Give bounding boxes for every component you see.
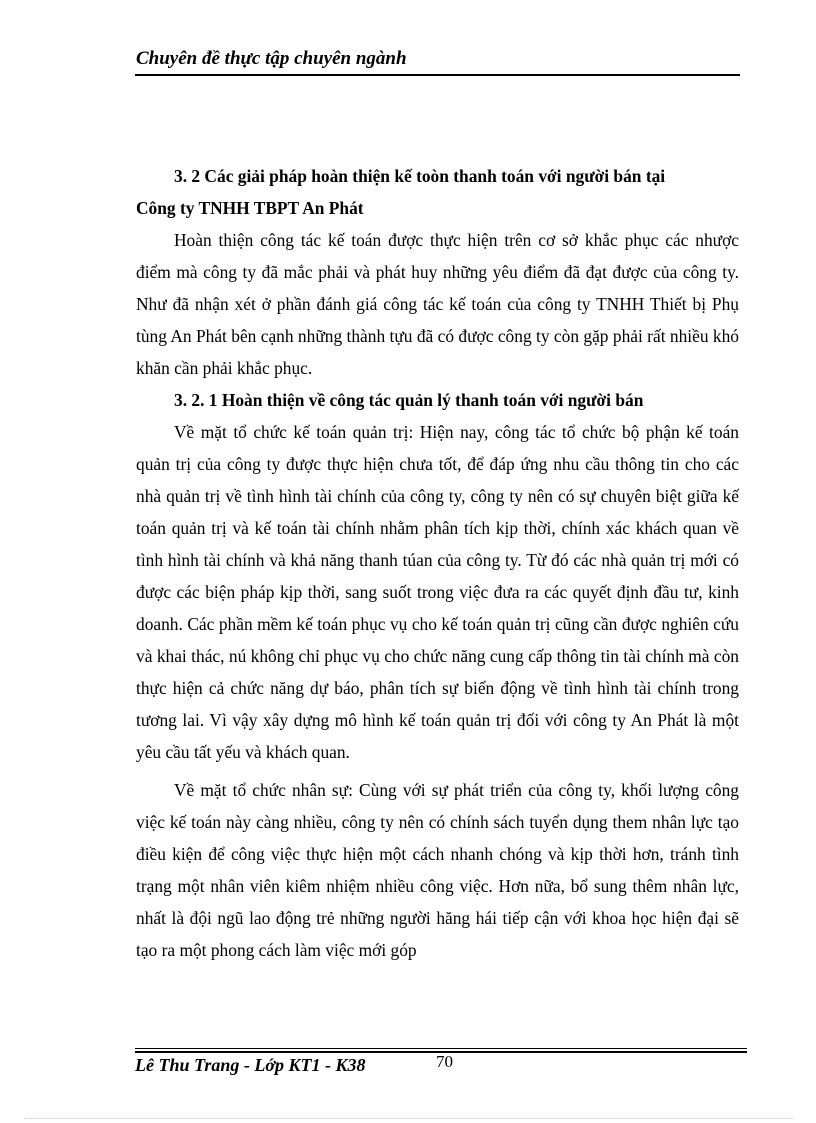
footer-author: Lê Thu Trang - Lớp KT1 - K38 <box>135 1055 366 1075</box>
footer-divider-thin <box>135 1048 747 1049</box>
document-body <box>136 160 739 966</box>
page-number: 70 <box>436 1052 453 1071</box>
section-heading-3-2-line2: Công ty TNHH TBPT An Phát <box>136 198 364 218</box>
page-bottom-dotted-border <box>24 1118 794 1119</box>
page-header-title: Chuyên đề thực tập chuyên ngành <box>136 48 407 69</box>
section-heading-3-2-1: 3. 2. 1 Hoàn thiện về công tác quản lý thanh toán với người bán <box>174 390 644 410</box>
section-heading-3-2-line1: 3. 2 Các giải pháp hoàn thiện kế toòn thanh toán với người bán tại <box>174 166 666 186</box>
section-heading-3-2 <box>136 160 739 224</box>
paragraph-accounting-management: Về mặt tổ chức kế toán quản trị: Hiện nay, công tác tổ chức bộ phận kế toán quản trị của công ty được thực hiện chưa tốt, để đáp ứng nhu cầu thông tin cho các nhà quản trị về tình hình tài chính của công ty, công ty nên có sự chuyên biệt giữa kế toán quản trị và kế toán tài chính nhằm phân tích kịp thời, chính xác khách quan về tình hình tài chính và khả năng thanh túan của công ty. Từ đó các nhà quản trị mới có được các biện pháp kịp thời, sang suốt trong việc đưa ra các quyết định đầu tư, kinh doanh. Các phần mềm kế toán phục vụ cho kế toán quản trị cũng cần được nghiên cứu và khai thác, nú không chỉ phục vụ cho chức năng cung cấp thông tin tài chính mà còn thực hiện cả chức năng dự báo, phân tích sự biến động về tình hình tài chính trong tương lai. Vì vậy xây dựng mô hình kế toán quản trị đối với công ty An Phát là một yêu cầu tất yếu và khách quan. <box>136 422 739 762</box>
paragraph-personnel: Về mặt tổ chức nhân sự: Cùng với sự phát triển của công ty, khối lượng công việc kế toán này càng nhiều, công ty nên có chính sách tuyển dụng them nhân lực tạo điều kiện để công việc thực hiện một cách nhanh chóng và kịp thời hơn, tránh tình trạng một nhân viên kiêm nhiệm nhiều công việc. Hơn nữa, bổ sung thêm nhân lực, nhất là đội ngũ lao động trẻ những người hăng hái tiếp cận với khoa học hiện đại sẽ tạo ra một phong cách làm việc mới góp <box>136 780 739 960</box>
header-divider <box>135 74 740 76</box>
paragraph-intro: Hoàn thiện công tác kế toán được thực hiện trên cơ sở khắc phục các nhược điểm mà công ty đã mắc phải và phát huy những yêu điểm đã đạt được của công ty. Như đã nhận xét ở phần đánh giá công tác kế toán của công ty TNHH Thiết bị Phụ tùng An Phát bên cạnh những thành tựu đã có được công ty còn gặp phải rất nhiều khó khăn cần phải khắc phục. <box>136 230 739 378</box>
